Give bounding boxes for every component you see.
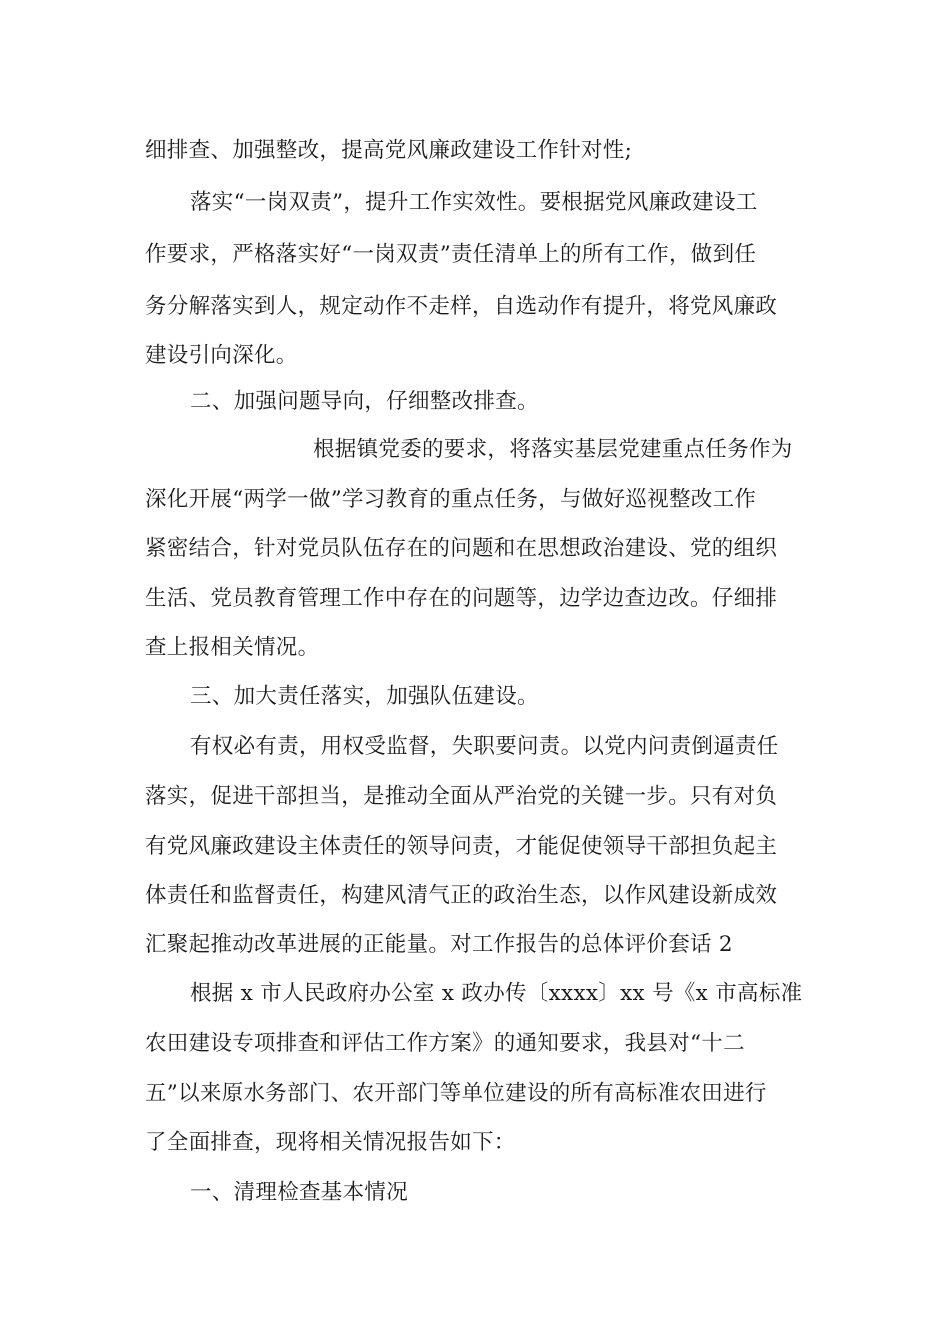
paragraph-line: 根据 x 市人民政府办公室 x 政办传〔xxxx〕xx 号《x 市高标准 xyxy=(190,981,803,1006)
section-heading: 二、加强问题导向，仔细整改排查。 xyxy=(190,389,539,414)
paragraph-line: 汇聚起推动改革进展的正能量。对工作报告的总体评价套话 2 xyxy=(145,932,733,957)
paragraph-line: 深化开展“两学一做”学习教育的重点任务，与做好巡视整改工作 xyxy=(145,487,757,512)
paragraph-line: 了全面排查，现将相关情况报告如下： xyxy=(145,1130,516,1155)
paragraph-line: 查上报相关情况。 xyxy=(145,635,320,660)
paragraph-line: 细排查、加强整改，提高党风廉政建设工作针对性; xyxy=(145,138,633,163)
paragraph-line: 作要求，严格落实好“一岗双责”责任清单上的所有工作，做到任 xyxy=(145,242,757,267)
paragraph-line: 生活、党员教育管理工作中存在的问题等，边学边查边改。仔细排 xyxy=(145,586,778,611)
paragraph-line: 紧密结合，针对党员队伍存在的问题和在思想政治建设、党的组织 xyxy=(145,536,778,561)
paragraph-line: 务分解落实到人，规定动作不走样，自选动作有提升，将党风廉政 xyxy=(145,294,778,319)
section-heading: 一、清理检查基本情况 xyxy=(190,1180,409,1205)
paragraph-line: 有权必有责，用权受监督，失职要问责。以党内问责倒逼责任 xyxy=(190,734,779,759)
section-heading: 三、加大责任落实，加强队伍建设。 xyxy=(190,684,539,709)
paragraph-line: 根据镇党委的要求，将落实基层党建重点任务作为 xyxy=(313,437,793,462)
paragraph-line: 体责任和监督责任，构建风清气正的政治生态，以作风建设新成效 xyxy=(145,883,778,908)
paragraph-line: 建设引向深化。 xyxy=(145,343,298,368)
paragraph-line: 农田建设专项排查和评估工作方案》的通知要求，我县对“十二 xyxy=(145,1031,745,1056)
paragraph-line: 落实，促进干部担当，是推动全面从严治党的关键一步。只有对负 xyxy=(145,784,778,809)
paragraph-line: 五”以来原水务部门、农开部门等单位建设的所有高标准农田进行 xyxy=(145,1081,767,1106)
paragraph-line: 有党风廉政建设主体责任的领导问责，才能促使领导干部担负起主 xyxy=(145,834,778,859)
paragraph-line: 落实“一岗双责”，提升工作实效性。要根据党风廉政建设工 xyxy=(190,190,758,215)
